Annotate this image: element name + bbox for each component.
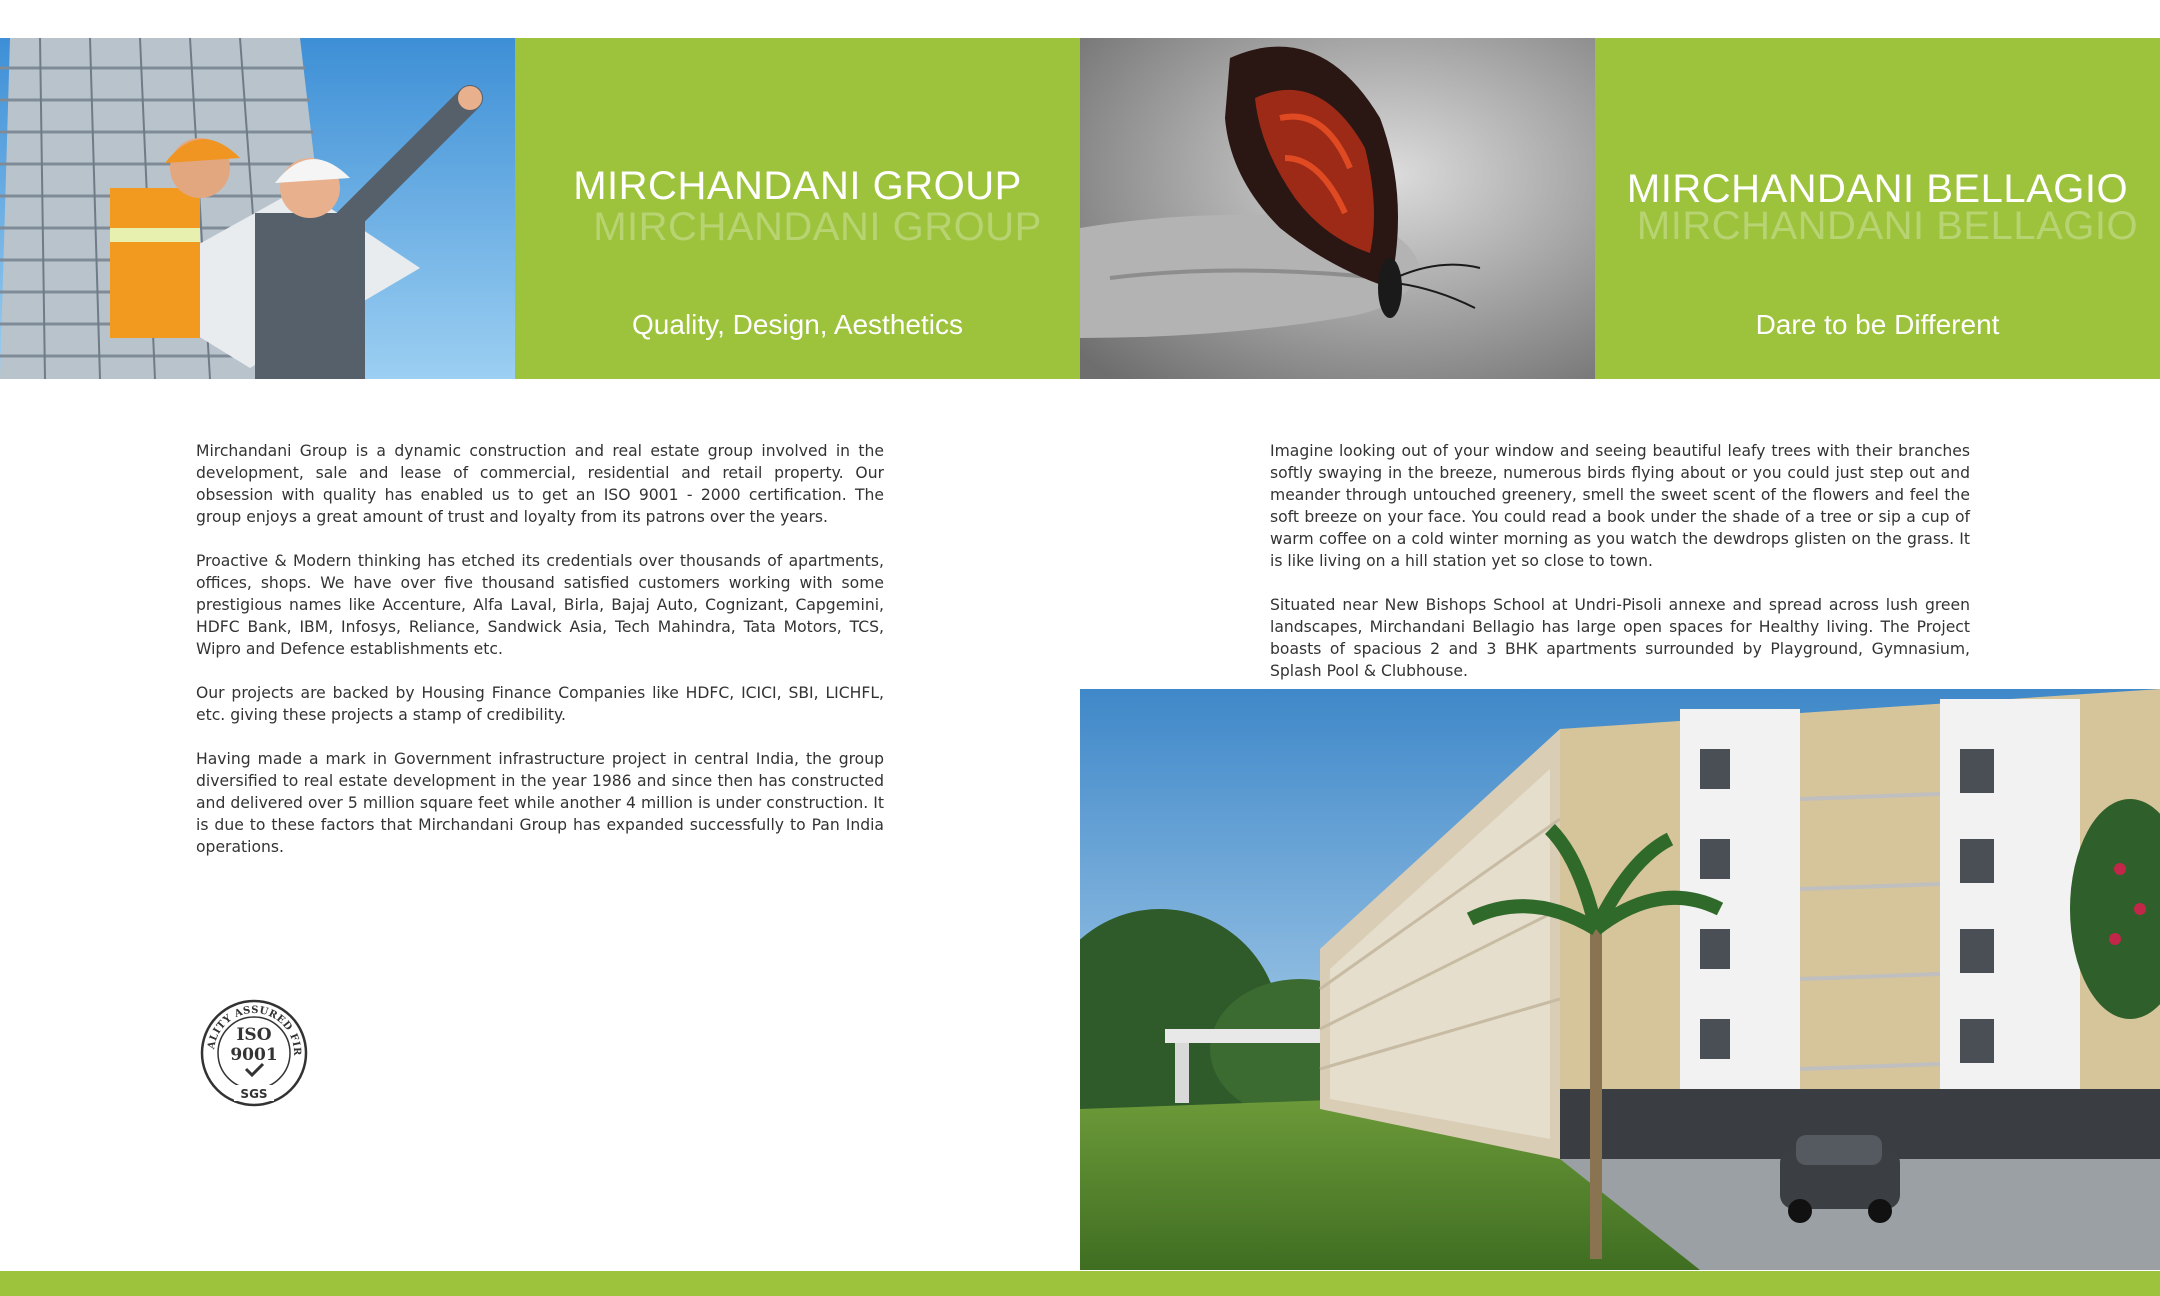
project-title: MIRCHANDANI BELLAGIO	[1626, 167, 2129, 211]
group-paragraph: Proactive & Modern thinking has etched its credentials over thousands of apartments, offices, shops. We have over five thousand satisfied customers working with some prestigious names like Accenture, Alfa Laval, Birla, Bajaj Auto, Cognizant, Capgemini, HDFC Bank, IBM, Infosys, Reliance, Sandwick Asia, Tech Mahindra, Tata Motors, TCS, Wipro and Defence establishments etc.	[196, 552, 884, 658]
iso-seal-graphic	[196, 995, 312, 1111]
seal-number: 9001	[230, 1045, 278, 1065]
group-paragraph: Our projects are backed by Housing Finance Companies like HDFC, ICICI, SBI, LICHFL, etc. giving these projects a stamp of credibility.	[196, 684, 884, 724]
seal-iso: ISO	[236, 1025, 272, 1045]
group-paragraph: Having made a mark in Government infrastructure project in central India, the group diversified to real estate development in the year 1986 and since then has constructed and delivered over 5 million square feet while another 4 million is under construction. It is due to these factors that Mirchandani Group has expanded successfully to Pan India operations.	[196, 750, 884, 856]
group-description	[196, 440, 884, 880]
brand-panel-right	[1595, 38, 2160, 379]
project-paragraph: Imagine looking out of your window and seeing beautiful leafy trees with their branches softly swaying in the breeze, numerous birds flying about or you could just step out and meander through untouched greenery, smell the sweet scent of the flowers and feel the soft breeze on your face. You could read a book under the shade of a tree or sip a cup of warm coffee on a cold winter morning as you watch the dewdrops glisten on the grass. It is like living on a hill station yet so close to town.	[1270, 442, 1970, 570]
project-title-reflection: MIRCHANDANI BELLAGIO	[1636, 204, 2139, 248]
engineers-photo	[0, 38, 515, 379]
project-tagline: Dare to be Different	[1755, 309, 2000, 340]
brand-title: MIRCHANDANI GROUP	[573, 164, 1022, 208]
seal-ring-text: ALITY ASSURED FIR	[206, 1004, 303, 1057]
group-paragraph: Mirchandani Group is a dynamic construction and real estate group involved in the development, sale and lease of commercial, residential and retail property. Our obsession with quality has enabled us to get an ISO 9001 - 2000 certification. The group enjoys a great amount of trust and loyalty from its patrons over the years.	[196, 442, 884, 526]
butterfly-photo	[1080, 38, 1595, 379]
butterfly-illustration	[1080, 38, 1595, 379]
iso-seal	[196, 995, 312, 1111]
seal-footer: SGS	[240, 1087, 268, 1101]
project-description	[1270, 440, 1970, 704]
engineers-illustration	[0, 38, 515, 379]
project-paragraph: Situated near New Bishops School at Undri-Pisoli annexe and spread across lush green landscapes, Mirchandani Bellagio has large open spaces for Healthy living. The Project boasts of spacious 2 and 3 BHK apartments surrounded by Playground, Gymnasium, Splash Pool & Clubhouse.	[1270, 596, 1970, 680]
brand-title-reflection: MIRCHANDANI GROUP	[593, 205, 1042, 249]
footer-bar	[0, 1271, 2160, 1296]
check-icon	[246, 1064, 263, 1075]
project-render-illustration	[1080, 689, 2160, 1270]
brand-panel-left	[515, 38, 1080, 379]
brand-tagline: Quality, Design, Aesthetics	[632, 309, 963, 340]
project-render-photo	[1080, 689, 2160, 1270]
